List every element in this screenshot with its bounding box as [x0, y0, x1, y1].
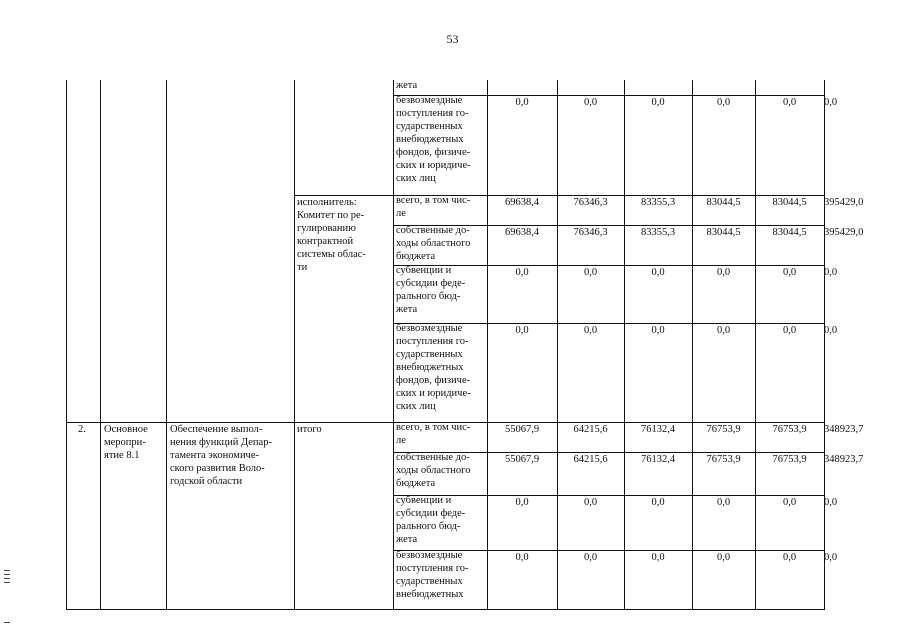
value-cell: 76132,4	[640, 424, 676, 435]
value-cell: 0,0	[824, 97, 838, 108]
grid-vline	[66, 80, 67, 609]
grid-vline	[100, 80, 101, 609]
value-cell: 83355,3	[640, 227, 676, 238]
value-cell: 0,0	[583, 267, 598, 278]
value-cell: 55067,9	[504, 424, 540, 435]
value-cell: 76753,9	[772, 454, 807, 465]
value-cell: 0,0	[824, 497, 838, 508]
funding-source-label: всего, в том чис- ле	[396, 422, 471, 446]
value-cell: 0,0	[515, 97, 529, 108]
grid-vline	[755, 80, 756, 609]
value-cell: 395429,0	[824, 227, 864, 238]
grid-vline	[624, 80, 625, 609]
value-cell: 69638,4	[504, 227, 540, 238]
value-cell: 64215,6	[573, 424, 608, 435]
page-number: 53	[446, 32, 459, 46]
value-cell: 0,0	[583, 97, 598, 108]
margin-mark	[4, 570, 10, 571]
value-cell: 0,0	[583, 497, 598, 508]
value-cell: 69638,4	[504, 197, 540, 208]
value-cell: 83044,5	[772, 197, 807, 208]
value-cell: 0,0	[782, 552, 797, 563]
margin-mark	[4, 578, 10, 579]
value-cell: 0,0	[651, 325, 665, 336]
grid-vline	[487, 80, 488, 609]
value-cell: 348923,7	[824, 454, 864, 465]
value-cell: 76753,9	[706, 454, 741, 465]
value-cell: 395429,0	[824, 197, 864, 208]
value-cell: 348923,7	[824, 424, 864, 435]
value-cell: 55067,9	[504, 454, 540, 465]
funding-source-label: собственные до- ходы областного бюджета	[396, 452, 471, 489]
value-cell: 0,0	[782, 97, 797, 108]
value-cell: 0,0	[782, 267, 797, 278]
value-cell: 64215,6	[573, 454, 608, 465]
value-cell: 0,0	[782, 325, 797, 336]
margin-mark	[4, 582, 10, 583]
funding-source-label: всего, в том чис- ле	[396, 195, 471, 219]
grid-vline	[557, 80, 558, 609]
value-cell: 83355,3	[640, 197, 676, 208]
value-cell: 0,0	[515, 552, 529, 563]
value-cell: 0,0	[782, 497, 797, 508]
value-cell: 76132,4	[640, 454, 676, 465]
grid-vline	[824, 80, 825, 609]
grid-vline	[393, 80, 394, 609]
value-cell: 0,0	[651, 97, 665, 108]
value-cell: 0,0	[651, 497, 665, 508]
funding-source-label: безвозмездные поступления го- сударственных внебюджетных фондов, физиче- ских и юридиче- ских лиц	[396, 323, 471, 412]
grid-vline	[166, 80, 167, 609]
value-cell: 0,0	[716, 325, 731, 336]
funding-source-label: жета	[396, 80, 418, 91]
value-cell: 0,0	[583, 325, 598, 336]
value-cell: 76753,9	[706, 424, 741, 435]
value-cell: 0,0	[716, 97, 731, 108]
executor-label: исполнитель: Комитет по ре- гулированию контрактной системы облас- ти	[297, 197, 366, 273]
item-kind: Основное меропри- ятие 8.1	[104, 424, 148, 461]
value-cell: 0,0	[583, 552, 598, 563]
value-cell: 83044,5	[706, 227, 741, 238]
value-cell: 0,0	[716, 267, 731, 278]
funding-source-label: безвозмездные поступления го- сударственных внебюджетных	[396, 550, 469, 600]
grid-hline	[66, 609, 825, 610]
value-cell: 0,0	[716, 497, 731, 508]
value-cell: 0,0	[515, 497, 529, 508]
value-cell: 76346,3	[573, 227, 608, 238]
value-cell: 0,0	[824, 325, 838, 336]
responsible-label: итого	[297, 424, 322, 435]
margin-mark	[4, 574, 10, 575]
value-cell: 0,0	[515, 325, 529, 336]
value-cell: 0,0	[824, 552, 838, 563]
grid-vline	[294, 80, 295, 609]
funding-source-label: безвозмездные поступления го- сударственных внебюджетных фондов, физиче- ских и юридиче- ских лиц	[396, 95, 471, 184]
value-cell: 0,0	[515, 267, 529, 278]
funding-source-label: собственные до- ходы областного бюджета	[396, 225, 471, 262]
value-cell: 0,0	[651, 552, 665, 563]
item-number: 2.	[78, 424, 86, 435]
funding-source-label: субвенции и субсидии феде- рального бюд- жета	[396, 495, 466, 545]
item-name: Обеспечение выпол- нения функций Депар- тамента экономиче- ского развития Воло- годской области	[170, 424, 272, 487]
value-cell: 0,0	[651, 267, 665, 278]
value-cell: 0,0	[824, 267, 838, 278]
value-cell: 83044,5	[706, 197, 741, 208]
margin-mark	[4, 622, 10, 623]
value-cell: 0,0	[716, 552, 731, 563]
grid-vline	[692, 80, 693, 609]
funding-source-label: субвенции и субсидии феде- рального бюд- жета	[396, 265, 466, 315]
value-cell: 76753,9	[772, 424, 807, 435]
value-cell: 76346,3	[573, 197, 608, 208]
value-cell: 83044,5	[772, 227, 807, 238]
